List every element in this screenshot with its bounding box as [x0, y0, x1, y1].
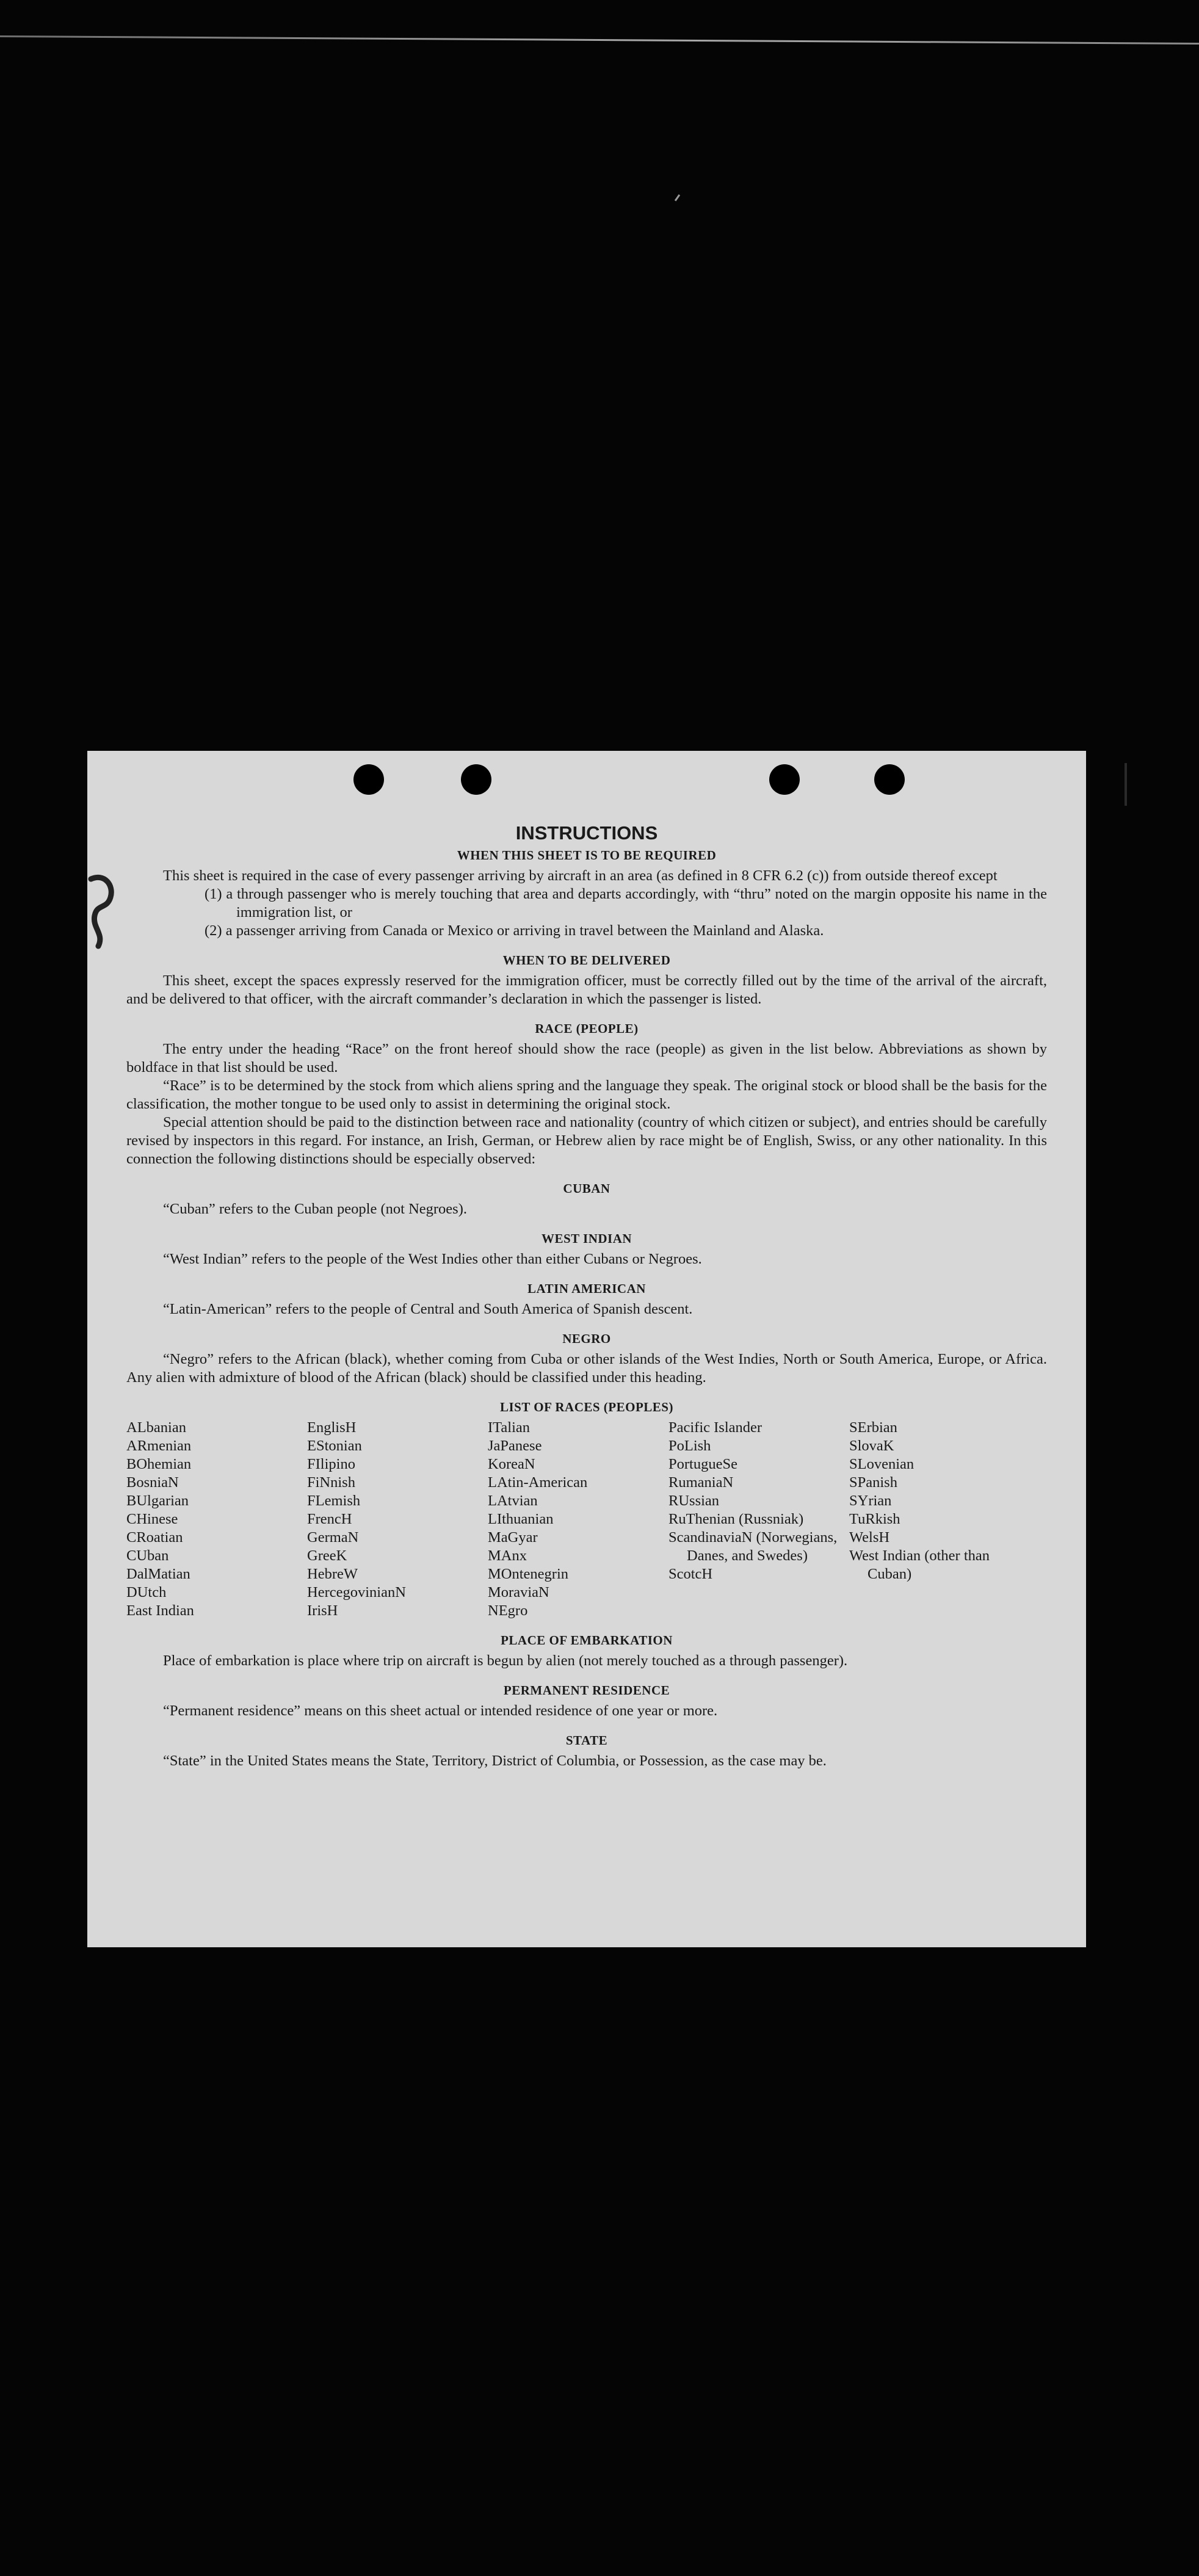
race-entry: LIthuanian — [488, 1511, 554, 1527]
race-entry: FiNnish — [307, 1474, 355, 1491]
race-entry: IrisH — [307, 1602, 338, 1619]
race-entry: RumaniaN — [668, 1474, 734, 1491]
race-entry: East Indian — [126, 1602, 194, 1619]
race-entry: MOntenegrin — [488, 1566, 568, 1582]
race-entry: CRoatian — [126, 1529, 183, 1546]
race-entry: BUlgarian — [126, 1492, 189, 1509]
section-heading: NEGRO — [562, 1331, 611, 1346]
race-entry: EnglisH — [307, 1419, 357, 1436]
race-entry: NEgro — [488, 1602, 528, 1619]
race-entry: BosniaN — [126, 1474, 179, 1491]
instructions-content — [126, 824, 1047, 1770]
race-entry: GermaN — [307, 1529, 359, 1546]
race-entry: SYrian — [849, 1492, 892, 1509]
race-entry: ScandinaviaN (Norwegians, Danes, and Swedes) — [668, 1529, 838, 1564]
race-entry: JaPanese — [488, 1438, 542, 1454]
paragraph: The entry under the heading “Race” on the front hereof should show the race (people) as given in the list below. Abbreviations as shown by boldface in that list should be used. — [126, 1041, 1047, 1076]
paragraph: “State” in the United States means the State, Territory, District of Columbia, or Possession, as the case may be. — [163, 1753, 827, 1769]
races-column — [126, 1419, 307, 1620]
race-entry: SLovenian — [849, 1456, 915, 1472]
punch-hole — [461, 764, 491, 795]
race-entry: ITalian — [488, 1419, 531, 1436]
paragraph: Place of embarkation is place where trip on aircraft is begun by alien (not merely touched as a through passenger). — [163, 1652, 848, 1669]
paragraph: This sheet, except the spaces expressly reserved for the immigration officer, must be correctly filled out by the time of the arrival of the aircraft, and be delivered to that officer, with the aircraft commander’s declaration in which the passenger is listed. — [126, 972, 1047, 1007]
race-entry: CHinese — [126, 1511, 178, 1527]
race-entry: LAtvian — [488, 1492, 538, 1509]
section-heading: STATE — [565, 1733, 608, 1748]
race-entry: MoraviaN — [488, 1584, 549, 1601]
race-entry: DalMatian — [126, 1566, 190, 1582]
section-heading: PLACE OF EMBARKATION — [501, 1633, 673, 1648]
list-item: (1) a through passenger who is merely touching that area and departs accordingly, with “thru” noted on the margin opposite his name in the immigration list, or — [205, 886, 1047, 921]
race-entry: SlovaK — [849, 1438, 894, 1454]
race-entry: LAtin-American — [488, 1474, 588, 1491]
section-heading: WHEN TO BE DELIVERED — [502, 953, 671, 968]
race-entry: RUssian — [668, 1492, 720, 1509]
section-heading: WHEN THIS SHEET IS TO BE REQUIRED — [457, 848, 717, 863]
race-entry: ScotcH — [668, 1566, 713, 1582]
races-column — [849, 1419, 1030, 1620]
race-entry: ARmenian — [126, 1438, 192, 1454]
races-list — [126, 1419, 1047, 1620]
section-heading: RACE (PEOPLE) — [535, 1021, 639, 1036]
section-heading: WEST INDIAN — [541, 1231, 632, 1246]
race-entry: ALbanian — [126, 1419, 186, 1436]
race-entry: Pacific Islander — [668, 1419, 763, 1436]
ink-smudge — [86, 873, 117, 952]
punch-hole — [353, 764, 384, 795]
film-edge-line — [0, 35, 1199, 45]
paragraph: Special attention should be paid to the distinction between race and nationality (country of which citizen or subject), and entries should be carefully revised by inspectors in this regard. For instance, an Irish, German, or Hebrew alien by race might be of English, Swiss, or any other nationality. In this connection the following distinctions should be especially observed: — [126, 1114, 1047, 1167]
paragraph: “Cuban” refers to the Cuban people (not Negroes). — [163, 1201, 467, 1217]
paragraph: “Latin-American” refers to the people of Central and South America of Spanish descent. — [163, 1301, 693, 1317]
race-entry: GreeK — [307, 1547, 347, 1564]
paragraph: “West Indian” refers to the people of the West Indies other than either Cubans or Negroes. — [163, 1251, 702, 1267]
paragraph: This sheet is required in the case of every passenger arriving by aircraft in an area (as defined in 8 CFR 6.2 (c)) from outside thereof except — [163, 867, 998, 884]
document-page — [87, 751, 1086, 1947]
race-entry: SPanish — [849, 1474, 897, 1491]
punch-hole — [874, 764, 905, 795]
dust-fleck — [1125, 763, 1127, 806]
race-entry: KoreaN — [488, 1456, 535, 1472]
race-entry: PoLish — [668, 1438, 711, 1454]
paragraph: “Permanent residence” means on this sheet actual or intended residence of one year or more. — [163, 1702, 718, 1719]
race-entry: TuRkish — [849, 1511, 900, 1527]
page-title: INSTRUCTIONS — [515, 822, 658, 844]
races-column — [668, 1419, 849, 1620]
section-heading: PERMANENT RESIDENCE — [503, 1683, 670, 1698]
races-column — [488, 1419, 668, 1620]
race-entry: SErbian — [849, 1419, 897, 1436]
race-entry: BOhemian — [126, 1456, 192, 1472]
race-entry: PortugueSe — [668, 1456, 737, 1472]
race-entry: RuThenian (Russniak) — [668, 1511, 804, 1527]
race-entry: MaGyar — [488, 1529, 538, 1546]
race-entry: HebreW — [307, 1566, 358, 1582]
paragraph: “Race” is to be determined by the stock from which aliens spring and the language they speak. The original stock or blood shall be the basis for the classification, the mother tongue to be used only to assist in determining the original stock. — [126, 1077, 1047, 1112]
race-entry: EStonian — [307, 1438, 362, 1454]
race-entry: WelsH — [849, 1529, 890, 1546]
race-entry: MAnx — [488, 1547, 527, 1564]
section-heading: LATIN AMERICAN — [527, 1281, 646, 1296]
section-heading: LIST OF RACES (PEOPLES) — [500, 1400, 673, 1414]
punch-hole — [769, 764, 800, 795]
race-entry: FIlipino — [307, 1456, 355, 1472]
race-entry: West Indian (other than Cuban) — [849, 1547, 990, 1582]
race-entry: HercegovinianN — [307, 1584, 406, 1601]
races-column — [307, 1419, 488, 1620]
race-entry: CUban — [126, 1547, 169, 1564]
race-entry: DUtch — [126, 1584, 167, 1601]
paragraph: “Negro” refers to the African (black), whether coming from Cuba or other islands of the West Indies, North or South America, Europe, or Africa. Any alien with admixture of blood of the African (black) should be classified under this heading. — [126, 1351, 1047, 1386]
dust-fleck — [675, 194, 680, 201]
list-item: (2) a passenger arriving from Canada or Mexico or arriving in travel between the Mainland and Alaska. — [205, 922, 824, 939]
race-entry: FrencH — [307, 1511, 352, 1527]
race-entry: FLemish — [307, 1492, 361, 1509]
section-heading: CUBAN — [563, 1181, 610, 1196]
